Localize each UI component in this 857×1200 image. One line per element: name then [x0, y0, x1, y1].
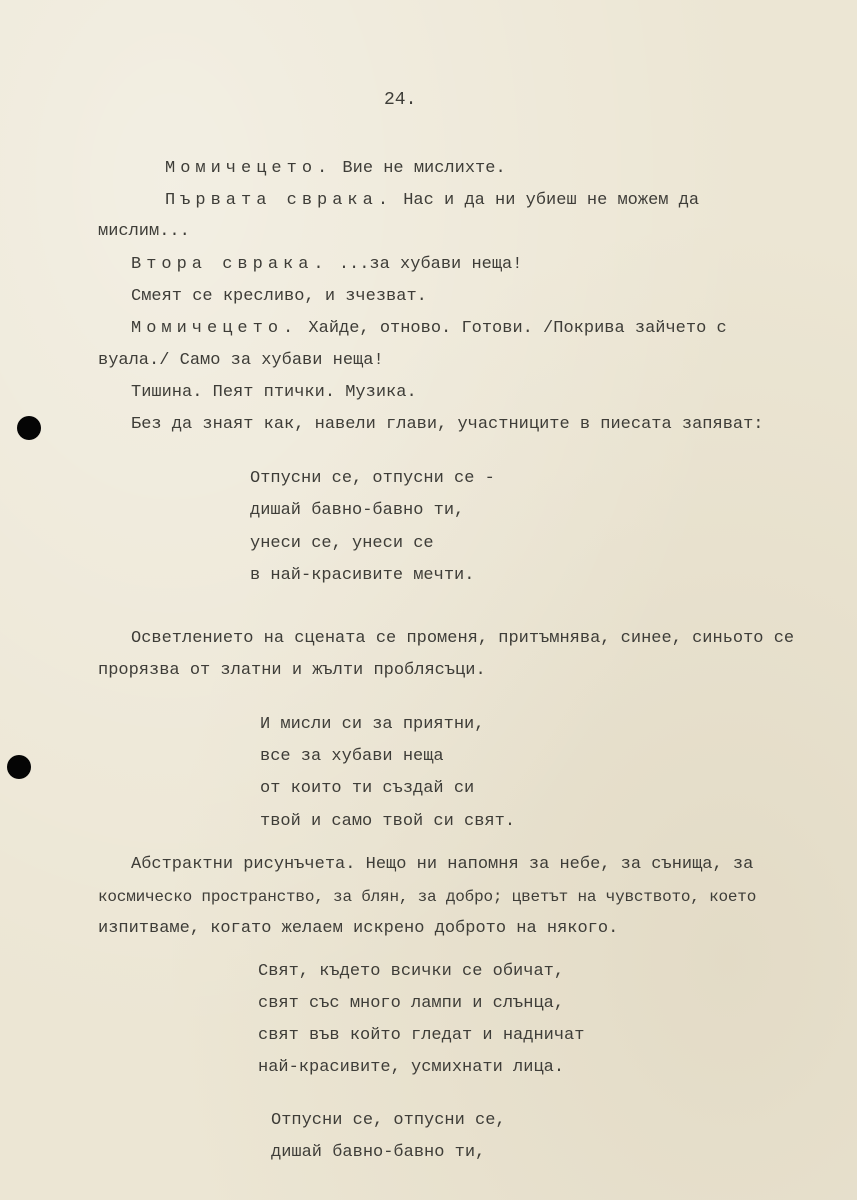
song-line: най-красивите, усмихнати лица.	[258, 1058, 565, 1077]
song-line: в най-красивите мечти.	[250, 566, 475, 585]
stage-direction: Без да знаят как, навели глави, участниците в пиесата запяват:	[131, 415, 764, 434]
punch-hole	[17, 416, 41, 440]
dialogue-line-4	[131, 318, 727, 340]
song-line: свят във който гледат и надничат	[258, 1026, 585, 1045]
punch-hole	[7, 755, 31, 779]
dialogue-text: Вие не мислихте.	[332, 159, 506, 178]
song-line: от които ти създай си	[260, 779, 475, 798]
dialogue-text: Хайде, отново. Готови. /Покрива зайчето с	[298, 319, 727, 338]
song-line: Отпусни се, отпусни се -	[250, 469, 495, 488]
stage-direction: Абстрактни рисунъчета. Нещо ни напомня за небе, за сънища, за	[131, 855, 754, 874]
speaker-name: Момичецето.	[165, 159, 333, 178]
song-line: И мисли си за приятни,	[260, 715, 485, 734]
speaker-name: Момичецето.	[131, 319, 299, 338]
song-line: все за хубави неща	[260, 747, 444, 766]
dialogue-text: ...за хубави неща!	[328, 255, 523, 274]
song-line: унеси се, унеси се	[250, 534, 434, 553]
speaker-name: Втора сврака.	[131, 255, 329, 274]
stage-direction: изпитваме, когато желаем искрено доброто на някого.	[98, 919, 619, 938]
stage-direction: Смеят се кресливо, и зчезват.	[131, 287, 427, 306]
stage-direction: Тишина. Пеят птички. Музика.	[131, 383, 417, 402]
page-number: 24.	[384, 90, 417, 110]
dialogue-line-2	[165, 190, 699, 212]
dialogue-continuation: мислим...	[98, 222, 190, 241]
dialogue-text: Нас и да ни убиеш не можем да	[393, 191, 700, 210]
song-line: Свят, където всички се обичат,	[258, 962, 565, 981]
song-line: Отпусни се, отпусни се,	[271, 1111, 506, 1130]
song-line: твой и само твой си свят.	[260, 812, 516, 831]
song-line: дишай бавно-бавно ти,	[271, 1143, 486, 1162]
dialogue-continuation: вуала./ Само за хубави неща!	[98, 351, 384, 370]
stage-direction: прорязва от златни и жълти проблясъци.	[98, 661, 486, 680]
song-line: дишай бавно-бавно ти,	[250, 501, 465, 520]
dialogue-line-1	[165, 158, 506, 180]
speaker-name: Първата сврака.	[165, 191, 394, 210]
stage-direction: Осветлението на сцената се променя, притъмнява, синее, синьото се	[131, 629, 795, 648]
stage-direction: космическо пространство, за блян, за добро; цветът на чувството, което	[98, 888, 757, 906]
song-line: свят със много лампи и слънца,	[258, 994, 565, 1013]
dialogue-line-3	[131, 254, 522, 276]
